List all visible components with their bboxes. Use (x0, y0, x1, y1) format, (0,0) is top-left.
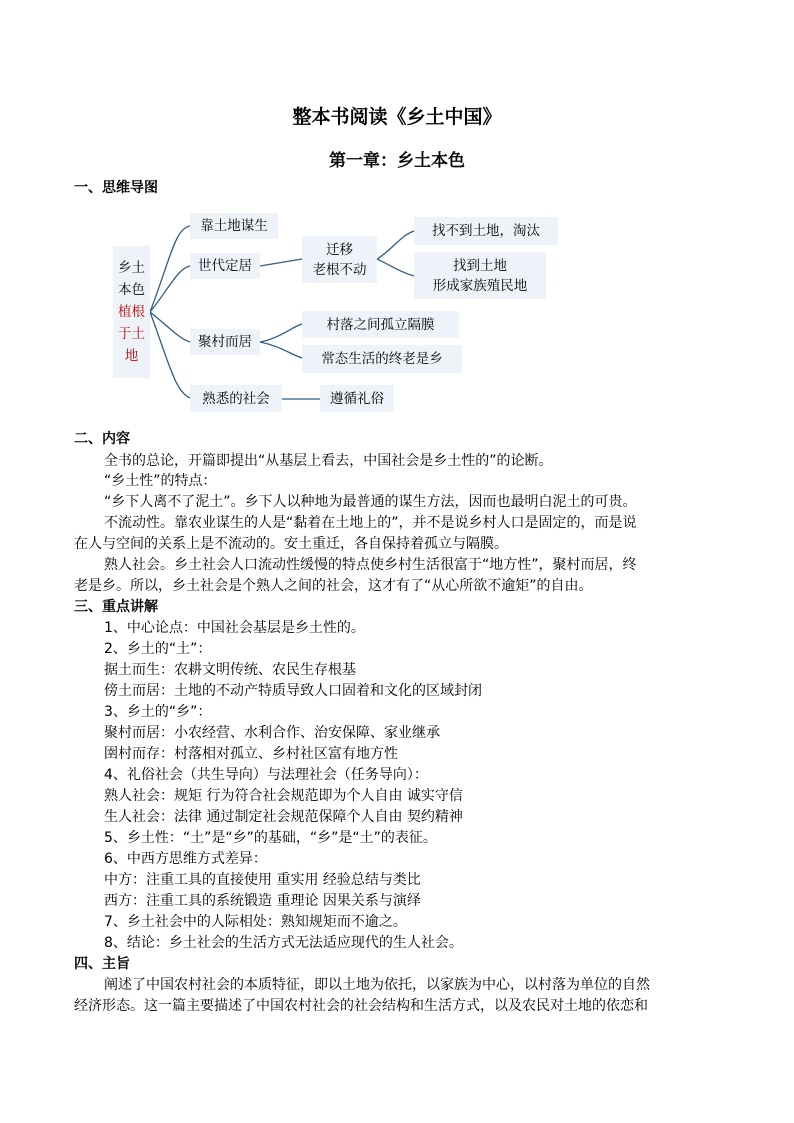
branch-label: 聚村而居 (198, 334, 252, 350)
content-paragraph-line: 不流动性。靠农业谋生的人是“黏着在土地上的”，并不是说乡村人口是固定的，而是说 (104, 515, 637, 531)
content-paragraph-line: 老是乡。所以，乡土社会是个熟人之间的社会，这才有了“从心所欲不逾矩”的自由。 (74, 578, 593, 594)
section-heading-content: 二、内容 (74, 431, 130, 447)
branch-settle (190, 253, 260, 279)
keypoint-line: 据土而生：农耕文明传统、农民生存根基 (104, 662, 356, 678)
node-no-land (414, 217, 558, 245)
branch-village (190, 329, 260, 355)
root-emphasis-line: 地 (124, 348, 139, 364)
node-migration (302, 236, 377, 283)
keypoint-line: 傍土而居：土地的不动产特质导致人口固着和文化的区域封闭 (104, 683, 482, 699)
content-paragraph-line: “乡下人离不了泥土”。乡下人以种地为最普通的谋生方法，因而也最明白泥土的可贵。 (104, 494, 637, 510)
branch-label: 靠土地谋生 (200, 218, 268, 234)
node-lifetime (302, 345, 462, 373)
theme-paragraph-line: 阐述了中国农村社会的本质特征，即以土地为依托，以家族为中心，以村落为单位的自然 (104, 977, 650, 993)
node-label: 村落之间孤立隔膜 (326, 316, 435, 333)
root-emphasis-line: 植根 (118, 304, 145, 320)
keypoint-line: 圉村而存：村落相对孤立、乡村社区富有地方性 (104, 746, 398, 762)
node-label: 遵循礼俗 (330, 390, 384, 407)
content-paragraph-line: 在人与空间的关系上是不流动的。安土重迁，各自保持着孤立与隔膜。 (74, 536, 508, 552)
section-heading-keypoints: 三、重点讲解 (74, 599, 158, 615)
keypoint-line: 生人社会：法律 通过制定社会规范保障个人自由 契约精神 (104, 809, 463, 825)
root-emphasis-line: 于土 (118, 326, 145, 342)
keypoint-line: 3、乡土的“乡”： (104, 704, 212, 720)
mind-map-root (113, 246, 150, 378)
keypoint-line: 中方：注重工具的直接使用 重实用 经验总结与类比 (104, 872, 421, 888)
node-label: 迁移 (326, 241, 353, 258)
node-rituals (320, 385, 394, 412)
root-text-line: 本色 (118, 282, 145, 298)
node-isolation (302, 311, 459, 338)
keypoint-line: 5、乡土性：“土”是“乡”的基础，“乡”是“土”的表征。 (104, 830, 437, 846)
content-paragraph-line: “乡土性”的特点： (104, 473, 217, 489)
section-heading-theme: 四、主旨 (74, 956, 130, 972)
node-label: 常态生活的终老是乡 (321, 351, 443, 367)
node-label: 找不到土地，淘汰 (432, 223, 540, 239)
node-find-land (414, 252, 546, 299)
node-label: 老根不动 (312, 261, 367, 278)
root-text-line: 乡土 (118, 260, 145, 276)
keypoint-line: 熟人社会：规矩 行为符合社会规范即为个人自由 诚实守信 (104, 788, 463, 804)
keypoint-line: 西方：注重工具的系统锻造 重理论 因果关系与演绎 (104, 893, 421, 909)
branch-make-living (190, 213, 278, 239)
section-heading-mindmap: 一、思维导图 (74, 180, 158, 196)
keypoint-line: 7、乡土社会中的人际相处：熟知规矩而不逾之。 (104, 914, 407, 930)
theme-paragraph-line: 经济形态。这一篇主要描述了中国农村社会的社会结构和生活方式，以及农民对土地的依恋和 (74, 998, 648, 1014)
keypoint-line: 2、乡土的“土”： (104, 641, 212, 657)
keypoint-line: 6、中西方思维方式差异： (104, 851, 267, 867)
keypoint-line: 1、中心论点：中国社会基层是乡土性的。 (104, 620, 365, 636)
node-label: 找到土地 (453, 257, 507, 274)
node-label: 形成家族殖民地 (432, 277, 528, 294)
keypoint-line: 聚村而居：小农经营、水利合作、治安保障、家业继承 (104, 725, 440, 741)
branch-familiar-society (190, 385, 282, 412)
branch-label: 熟悉的社会 (202, 390, 270, 407)
chapter-title: 第一章：乡土本色 (329, 151, 465, 171)
keypoint-line: 8、结论：乡土社会的生活方式无法适应现代的生人社会。 (104, 935, 463, 951)
content-paragraph-line: 熟人社会。乡土社会人口流动性缓慢的特点使乡村生活很富于“地方性”，聚村而居，终 (104, 557, 637, 573)
content-paragraph-line: 全书的总论，开篇即提出“从基层上看去，中国社会是乡土性的”的论断。 (104, 453, 553, 469)
keypoint-line: 4、礼俗社会（共生导向）与法理社会（任务导向）： (104, 767, 428, 783)
branch-label: 世代定居 (198, 258, 252, 274)
page-title: 整本书阅读《乡土中国》 (292, 106, 502, 128)
